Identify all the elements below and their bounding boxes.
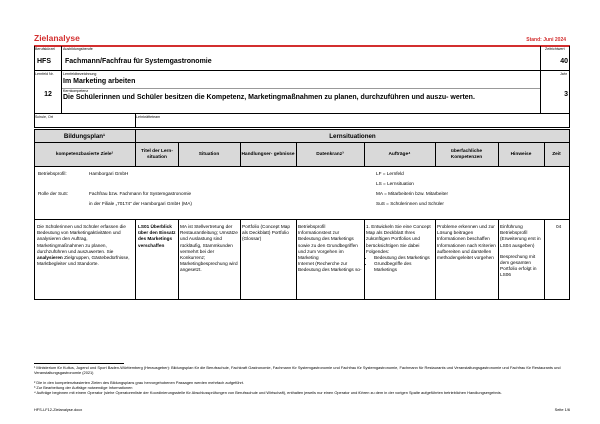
footnote-2: ² Die in den kompetenzbasierten Zielen des Bildungsplans grau hervorgehobenen Passagen werden mehrfach aufgeführt.	[34, 380, 245, 385]
ziele-bold: analysieren	[37, 255, 63, 261]
table-border	[34, 299, 570, 300]
hinweis-item: Einführung Betriebsprofil (Erweiterung erst in LS04 ausgeben)	[500, 224, 541, 248]
col-header-auftraege: Aufträge⁴	[388, 151, 411, 157]
hinweis-item: Besprechung mit dem gesamten Portfolio erfolgt in LS06	[500, 253, 537, 278]
auftrag-intro: 1. Entwickeln Sie eine Concept Map als Deckblatt Ihres zukünftigen Portfolios und berücksichtigen Sie dabei Folgendes:	[366, 224, 431, 254]
label-schule-ort: Schule, Ort	[35, 115, 53, 119]
border	[34, 46, 35, 127]
auftrag-list	[366, 255, 434, 274]
footnote-rule	[34, 363, 124, 364]
label-jahr: Jahr	[560, 72, 567, 76]
col-header-kompetenzen: überfachliche Kompetenzen	[450, 148, 483, 160]
ziele-rest: Zielgruppen, Gästebedürfnisse, Marktbegleiter und Standorte.	[37, 255, 130, 267]
betriebsprofil-value: Hamborgari GmbH	[89, 171, 129, 176]
datenkranz-cell	[298, 224, 362, 274]
datenkranz-item: Betriebsprofil	[298, 224, 326, 229]
ziele-text: Die Schülerinnen und Schüler erfassen die Bedeutung von Marketingaktivitäten und analysieren den Auftrag, Marketingmaßnahmen zu planen, durchzuführen und auszuwerten. Sie	[37, 224, 126, 254]
table-border	[498, 142, 499, 167]
table-border	[34, 166, 570, 167]
table-border	[544, 142, 545, 167]
divider	[34, 113, 570, 114]
table-border	[135, 129, 136, 167]
datenkranz-item: Internet (Recherche zur Bedeutung des Marketings so-	[298, 261, 362, 273]
col-header-hinweise: Hinweise	[510, 151, 532, 157]
label-ausbildungsberuf: Ausbildungsberufe	[63, 47, 93, 51]
zeitrichtwert-value: 40	[560, 58, 568, 65]
situation-cell: MA ist Stellvertretung der Restaurantleitung; Umsätze und Auslastung sind rückläufig, Stammkunden vermehrt bei der Konkurrenz; Marketingbesprechung wird angesetzt.	[180, 224, 238, 273]
titel-cell: LS01 Überblick über den Einsatz des Marketings verschaffen	[138, 224, 176, 248]
table-border	[240, 219, 241, 300]
beruf-code: HFS	[37, 58, 51, 65]
table-border	[364, 142, 365, 167]
rolle-line2: in der Filiale „70174“ der Hamborgari GmbH (MA)	[89, 201, 192, 206]
stand-date: Stand: Juni 2024	[526, 37, 566, 43]
legend-lf: LF = Lernfeld	[376, 171, 404, 176]
auftrag-item: • Bedeutung des Marketings	[374, 255, 434, 261]
col-header-titel: Titel der Lern- situation	[141, 148, 173, 160]
legend-ls: LS = Lernsituation	[376, 181, 414, 186]
table-border	[34, 129, 570, 130]
lernfeld-value: Im Marketing arbeiten	[63, 78, 136, 85]
betriebsprofil-label: Betriebsprofil:	[38, 171, 67, 176]
table-border	[544, 219, 545, 300]
rolle-label: Rolle der SuS:	[38, 191, 69, 196]
rolle-line1: Fachfrau bzw. Fachmann für Systemgastronomie	[89, 191, 192, 196]
legend-sus: SuS = Schülerinnen und Schüler	[376, 201, 444, 206]
table-border	[498, 219, 499, 300]
divider	[62, 88, 540, 89]
kompetenz-item: methodengeleitet vorgehen	[437, 255, 494, 261]
table-border	[135, 219, 136, 300]
divider	[34, 127, 570, 128]
table-border	[178, 142, 179, 167]
kernkompetenz-value: Die Schülerinnen und Schüler besitzen die Kompetenz, Marketingmaßnahmen zu planen, durchzuführen und auszu- werten.	[63, 94, 475, 101]
table-border	[569, 129, 570, 300]
col-header-situation: Situation	[198, 151, 220, 157]
lernfeld-nr-value: 12	[44, 91, 52, 98]
label-kernkompetenz: Kernkompetenz	[63, 89, 89, 93]
kompetenz-item: Informationen beschaffen	[437, 236, 490, 242]
table-border	[34, 142, 570, 143]
auftrag-item: • Grundbegriffe des Marketings	[374, 261, 434, 273]
label-zeitrichtwert: Zeitrichtwert	[545, 47, 565, 51]
col-header-zeit: Zeit	[552, 151, 561, 157]
divider	[34, 70, 570, 71]
col-header-ergebnisse: Handlungser- gebnisse	[241, 151, 295, 157]
label-lernfeld-nr: Lernfeld Nr.	[35, 72, 54, 76]
jahr-value: 3	[564, 91, 568, 98]
ausbildungsberuf-value: Fachmann/Fachfrau für Systemgastronomie	[65, 58, 212, 65]
label-beruf: Berufskürzel	[35, 47, 55, 51]
legend-ma: MA = Mitarbeiterin bzw. Mitarbeiter	[376, 191, 449, 196]
footnote-3: ³ Zur Bearbeitung der Aufträge notwendige Informationen	[34, 385, 133, 390]
ziele-cell	[37, 224, 133, 267]
border	[135, 113, 136, 127]
border	[540, 46, 541, 113]
table-border	[240, 142, 241, 167]
zeit-cell: 04	[556, 224, 562, 229]
title-rule	[34, 45, 570, 47]
border	[569, 46, 570, 127]
table-border	[435, 142, 436, 167]
table-border	[364, 219, 365, 300]
border	[61, 46, 62, 113]
kompetenz-item: Informationen nach Kriterien aufbereiten und darstellen	[437, 242, 496, 254]
label-lernfeldbezeichnung: Lernfeldbezeichnung	[63, 72, 97, 76]
label-lehrkraefteteam: Lehrkräfteteam	[136, 115, 161, 119]
table-border	[178, 219, 179, 300]
table-border	[296, 219, 297, 300]
table-border	[34, 219, 570, 220]
table-border	[34, 129, 35, 300]
col-header-ziele: kompetenzbasierte Ziele²	[55, 151, 114, 157]
kompetenzen-cell	[437, 224, 497, 261]
kompetenz-item: Probleme erkennen und zur Lösung beitragen	[437, 224, 495, 236]
table-border	[296, 142, 297, 167]
col-header-datenkranz: Datenkranz³	[316, 151, 344, 157]
table-border	[435, 219, 436, 300]
ergebnisse-cell: Portfolio (Concept Map als Deckblatt) Portfolio (Glossar)	[242, 224, 290, 242]
auftraege-cell	[366, 224, 434, 274]
page-footer-filename: HFS-LF12-Zielanalyse.docx	[34, 407, 83, 412]
page-footer-page: Seite 1/6	[554, 407, 570, 412]
footnote-1: ¹ Ministerium für Kultus, Jugend und Sport Baden-Württemberg (Herausgeber): Bildungsplan für die Berufsschule, Fachkraft Gastronomie, Fachmann für Systemgastronomie und Fachfrau für Systemgastronomie, Fachmann für Restaurants und Veranstaltungsgastronomie und Fachfrau für Restaurants und Veranstaltungsgastronomie (2021)	[34, 365, 561, 375]
footnote-4: ⁴ Aufträge beginnen mit einem Operator (siehe Operatorenliste der Koordinierungsstelle für Abschlussprüfungen von Berufsschule und Wirtschaft), enthalten jeweils nur einen Operator und führen zu dem in der vorigen Spalte aufgeführten betrieblichen Handlungsergebnis.	[34, 390, 502, 395]
hinweise-cell	[500, 224, 543, 279]
section-bildungsplan: Bildungsplan¹	[34, 130, 135, 142]
section-lernsituationen: Lernsituationen	[136, 130, 569, 142]
document-title: Zielanalyse	[34, 33, 80, 43]
datenkranz-item: Informationstext zur Bedeutung des Marketings sowie zu den Grundbegriffen und zum Vorgehen im Marketing	[298, 230, 358, 261]
